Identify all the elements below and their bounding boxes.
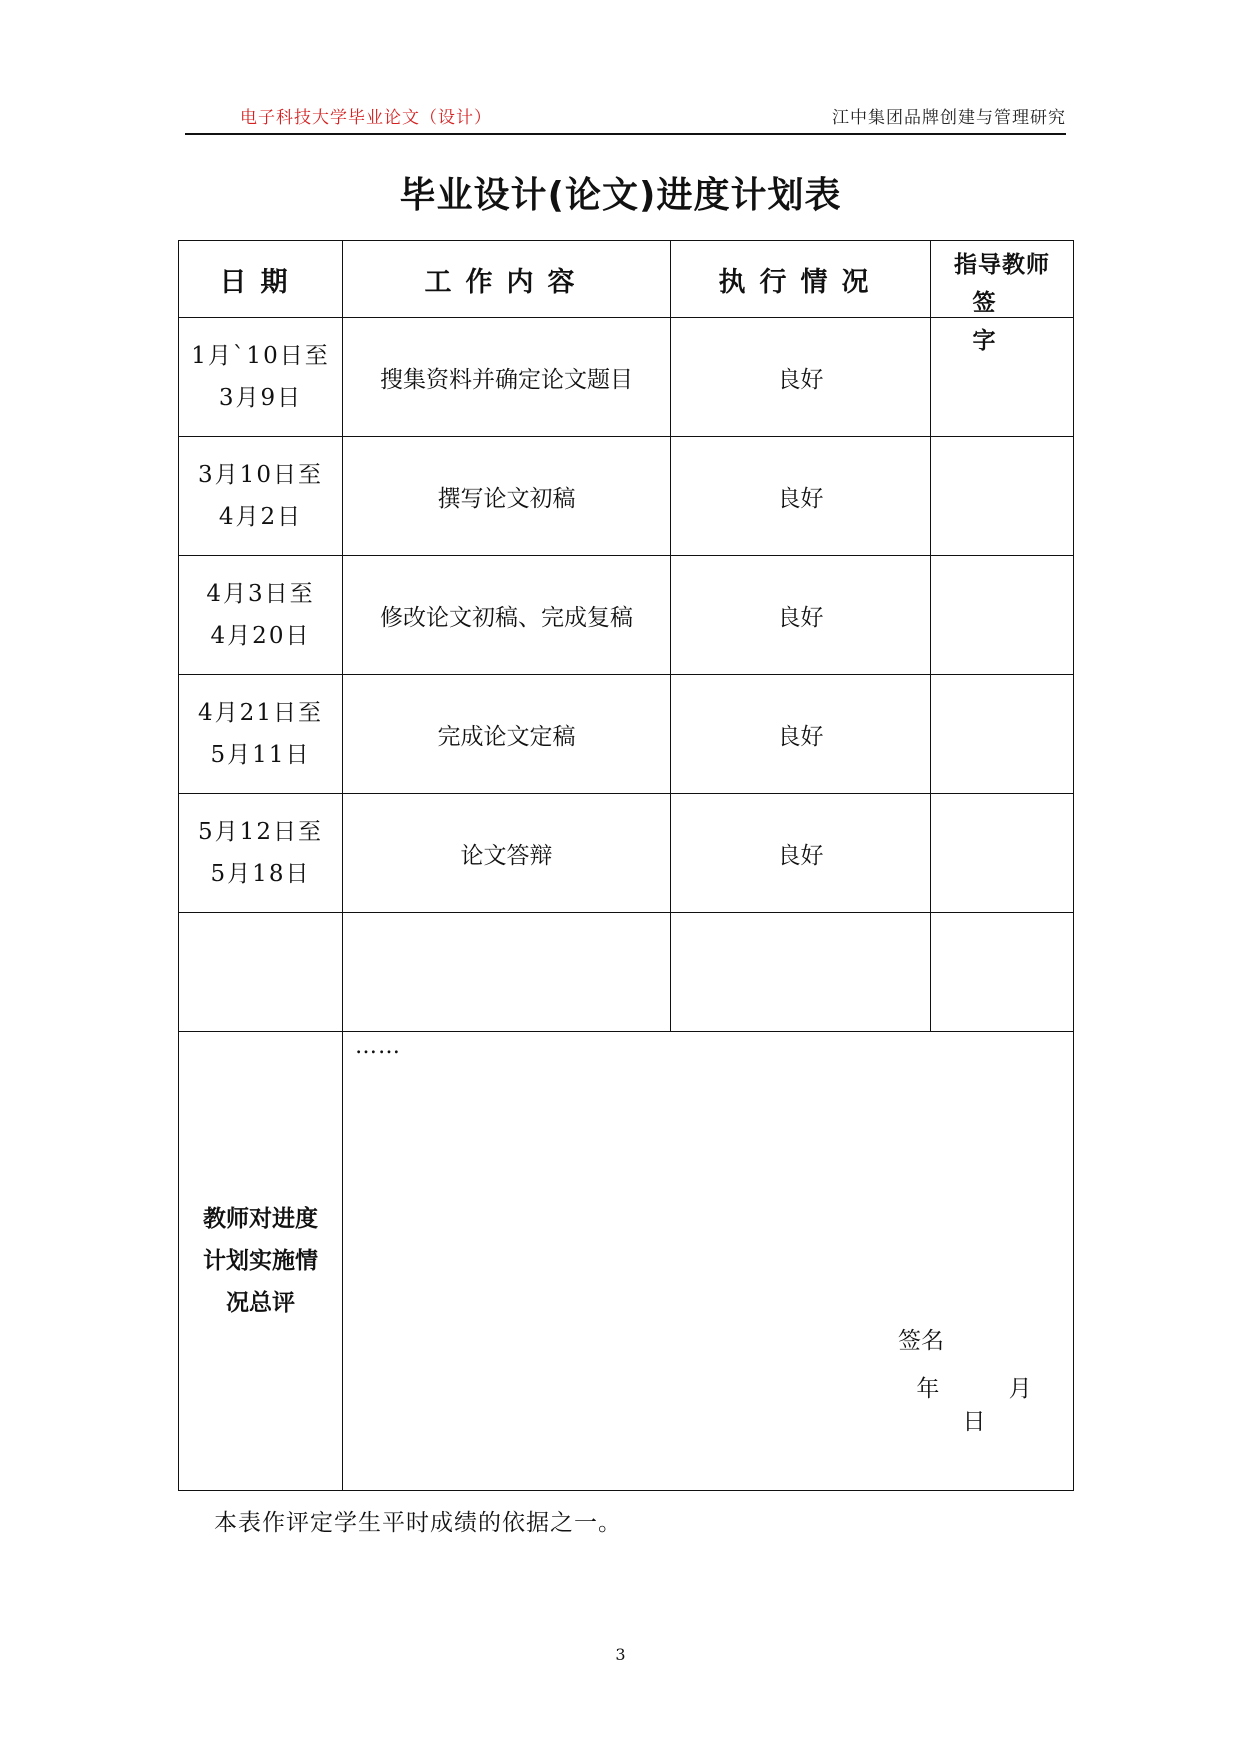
date-end: 5月18日 [210,861,311,887]
table-row [179,437,1074,556]
table-row [179,556,1074,675]
table-row [179,318,1074,437]
signature-date [909,1370,1073,1436]
execution-status-cell: 良好 [671,794,931,913]
teacher-comment-body[interactable] [343,1032,1074,1491]
date-cell [179,437,343,556]
work-content-cell: 论文答辩 [343,794,671,913]
signature-label: 签名 [898,1328,944,1354]
date-start: 4月21日至 [198,700,323,726]
signature-date-month: 月 [1008,1376,1032,1402]
column-header-date: 日期 [179,241,343,318]
date-cell [179,556,343,675]
date-start: 4月3日至 [206,581,315,607]
progress-plan-table [178,240,1074,1491]
execution-status-cell[interactable] [671,913,931,1032]
signature-date-day: 日 [962,1409,986,1435]
header-thesis-title: 江中集团品牌创建与管理研究 [832,108,1066,128]
work-content-cell: 修改论文初稿、完成复稿 [343,556,671,675]
header-school-title: 电子科技大学毕业论文（设计） [240,108,492,128]
teacher-comment-label [179,1032,343,1491]
column-header-advisor-line2: 签 字 [972,290,1032,354]
header-divider [185,133,1066,135]
teacher-comment-label-line3: 况总评 [226,1290,295,1316]
column-header-advisor-signature [931,241,1074,354]
advisor-signature-cell[interactable] [931,794,1074,913]
date-start: 3月10日至 [198,462,323,488]
advisor-signature-cell[interactable] [931,675,1074,794]
date-cell[interactable] [179,913,343,1032]
page-title: 毕业设计(论文)进度计划表 [399,175,842,216]
signature-date-year: 年 [916,1376,940,1402]
advisor-signature-cell[interactable] [931,556,1074,675]
teacher-comment-label-line2: 计划实施情 [203,1248,318,1274]
column-header-execution: 执行情况 [671,241,931,318]
work-content-cell: 撰写论文初稿 [343,437,671,556]
table-row [179,675,1074,794]
date-start: 5月12日至 [198,819,323,845]
execution-status-cell: 良好 [671,437,931,556]
teacher-comment-row [179,1032,1074,1491]
advisor-signature-cell[interactable] [931,437,1074,556]
date-end: 5月11日 [210,742,311,768]
date-end: 3月9日 [218,385,303,411]
date-cell [179,675,343,794]
work-content-cell[interactable] [343,913,671,1032]
column-header-advisor-line1: 指导教师 [954,252,1050,278]
work-content-cell: 搜集资料并确定论文题目 [343,318,671,437]
teacher-comment-label-line1: 教师对进度 [203,1206,318,1232]
work-content-cell: 完成论文定稿 [343,675,671,794]
table-row [179,794,1074,913]
execution-status-cell: 良好 [671,318,931,437]
execution-status-cell: 良好 [671,675,931,794]
footnote: 本表作评定学生平时成绩的依据之一。 [214,1510,622,1536]
comment-text: …… [355,1034,401,1059]
table-row-empty [179,913,1074,1032]
date-cell [179,794,343,913]
column-header-work: 工作内容 [343,241,671,318]
table-header-row [179,241,1074,318]
date-start: 1月`10日至 [191,343,330,369]
page-number: 3 [615,1645,626,1664]
date-cell [179,318,343,437]
date-end: 4月2日 [218,504,303,530]
advisor-signature-cell[interactable] [931,913,1074,1032]
execution-status-cell: 良好 [671,556,931,675]
date-end: 4月20日 [210,623,311,649]
